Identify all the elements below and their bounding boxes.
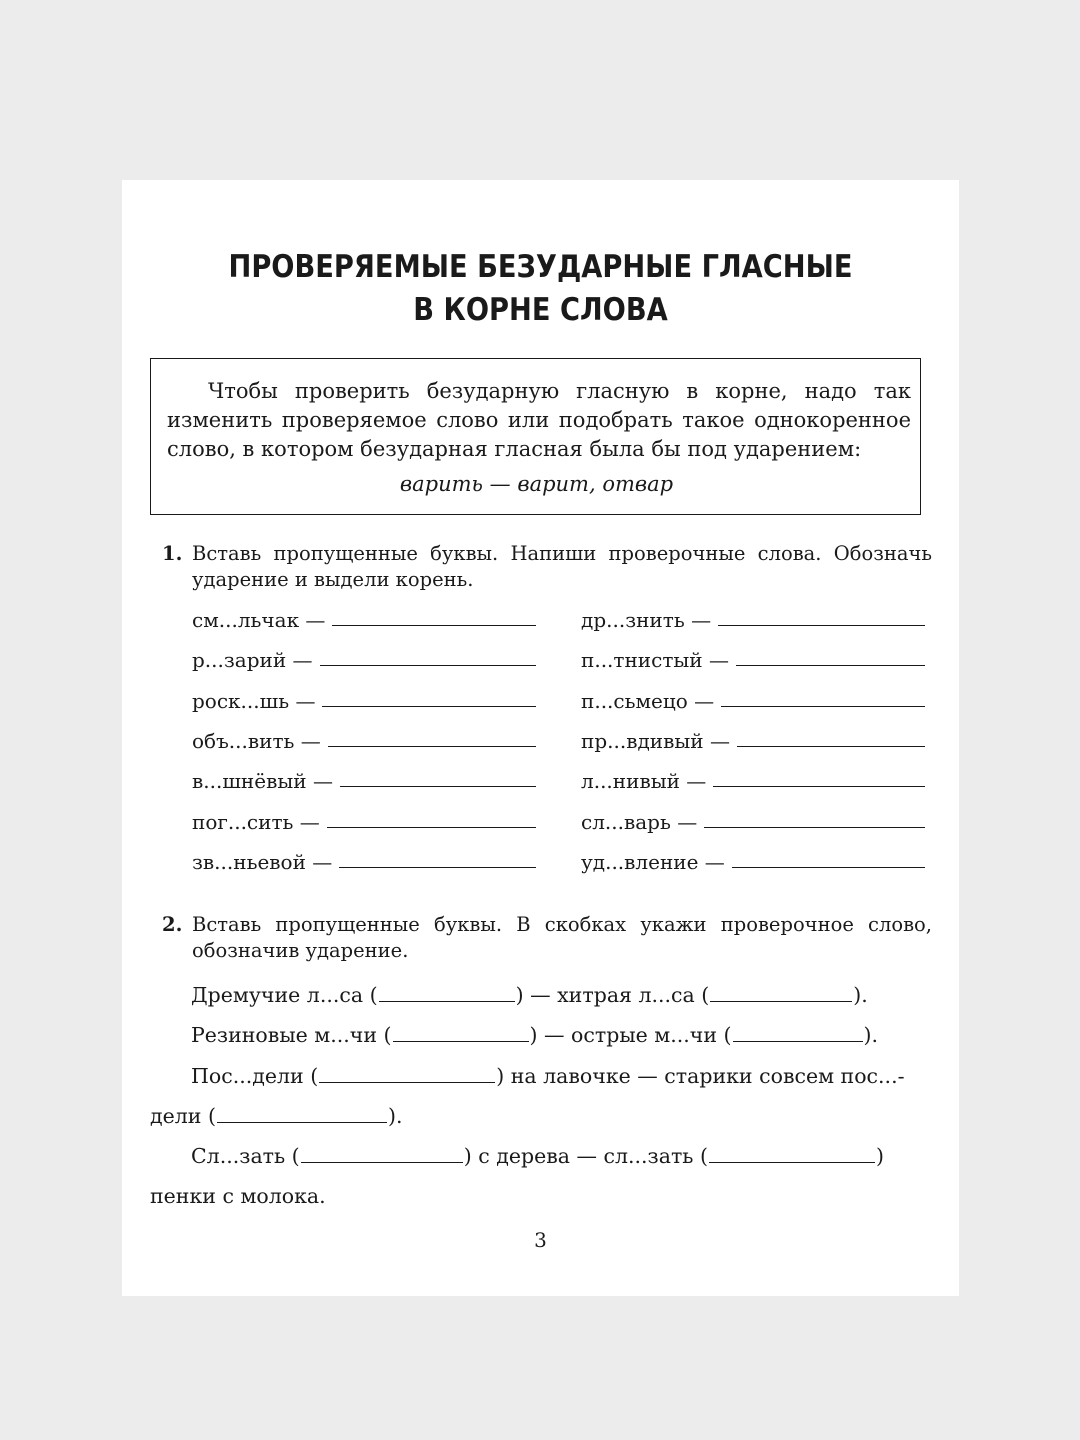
answer-line[interactable]: [322, 706, 536, 707]
word-label: пр...вдивый —: [581, 729, 730, 753]
word-label: см...льчак —: [192, 608, 326, 632]
word-row: [192, 806, 536, 834]
title-line-1: ПРОВЕРЯЕМЫЕ БЕЗУДАРНЫЕ ГЛАСНЫЕ: [228, 249, 853, 285]
word-label: л...нивый —: [581, 769, 707, 793]
sentence-2: [191, 1020, 878, 1050]
word-row: [581, 604, 925, 632]
answer-line[interactable]: [328, 746, 536, 747]
word-label: уд...вление —: [581, 850, 725, 874]
sentence-text: пенки с молока.: [150, 1184, 326, 1208]
sentence-1: [191, 980, 868, 1010]
answer-line[interactable]: [340, 786, 536, 787]
exercise-1-instruction: Вставь пропущенные буквы. Напиши проверочные слова. Обозначь ударение и выдели корень.: [192, 542, 932, 591]
sentence-6: [150, 1181, 326, 1211]
sentence-4: [150, 1101, 402, 1131]
sentence-text: ): [875, 1144, 884, 1168]
sentence-text: ) с дерева — сл...зать (: [463, 1144, 708, 1168]
page-number: 3: [534, 1228, 547, 1252]
sentence-text: ).: [387, 1104, 403, 1128]
word-row: [192, 725, 536, 753]
exercise-2-number: 2.: [162, 913, 183, 936]
sentence-text: ).: [853, 983, 868, 1007]
word-row: [581, 644, 925, 672]
answer-blank[interactable]: [319, 1062, 495, 1083]
answer-line[interactable]: [732, 867, 925, 868]
word-row: [581, 806, 925, 834]
answer-blank[interactable]: [379, 981, 515, 1002]
word-row: [192, 604, 536, 632]
example-dash: —: [489, 472, 511, 496]
answer-line[interactable]: [332, 625, 536, 626]
word-label: п...тнистый —: [581, 648, 729, 672]
answer-blank[interactable]: [217, 1102, 387, 1123]
answer-line[interactable]: [704, 827, 925, 828]
word-row: [192, 685, 536, 713]
word-label: р...зарий —: [192, 648, 313, 672]
title-line-2: В КОРНЕ СЛОВА: [413, 292, 668, 328]
word-label: сл...варь —: [581, 810, 698, 834]
answer-line[interactable]: [327, 827, 536, 828]
word-row: [192, 765, 536, 793]
answer-blank[interactable]: [301, 1142, 463, 1163]
word-row: [581, 765, 925, 793]
sentence-text: ) — хитрая л...са (: [515, 983, 710, 1007]
sentence-text: Пос...дели (: [191, 1064, 319, 1088]
exercise-2-instruction: Вставь пропущенные буквы. В скобках укажи проверочное слово, обозначив ударение.: [192, 913, 932, 962]
answer-line[interactable]: [737, 746, 925, 747]
sentence-text: Сл...зать (: [191, 1144, 300, 1168]
sentence-text: ) на лавочке — старики совсем пос...-: [496, 1064, 905, 1088]
answer-line[interactable]: [320, 665, 536, 666]
answer-line[interactable]: [339, 867, 536, 868]
sentence-text: ) — острые м...чи (: [529, 1023, 732, 1047]
sentence-3: [191, 1061, 905, 1091]
word-label: роск...шь —: [192, 689, 316, 713]
word-label: п...сьмецо —: [581, 689, 715, 713]
word-row: [581, 725, 925, 753]
exercise-1-number: 1.: [162, 542, 183, 565]
answer-blank[interactable]: [709, 1142, 875, 1163]
page-title: [172, 246, 909, 332]
word-label: объ...вить —: [192, 729, 321, 753]
word-label: зв...ньевой —: [192, 850, 333, 874]
answer-line[interactable]: [736, 665, 925, 666]
sentence-5: [191, 1141, 884, 1171]
sentence-text: дели (: [150, 1104, 216, 1128]
answer-line[interactable]: [721, 706, 925, 707]
rule-box: [150, 358, 921, 515]
rule-text: Чтобы проверить безударную гласную в корне, надо так изменить проверяемое слово или подобрать такое однокоренное слово, в котором безударная гласная была бы под ударением:: [167, 379, 911, 461]
word-label: в...шнёвый —: [192, 769, 333, 793]
word-row: [581, 846, 925, 874]
word-row: [192, 644, 536, 672]
answer-blank[interactable]: [710, 981, 852, 1002]
answer-line[interactable]: [718, 625, 925, 626]
answer-blank[interactable]: [393, 1021, 529, 1042]
word-row: [192, 846, 536, 874]
answer-blank[interactable]: [733, 1021, 863, 1042]
word-label: пог...сить —: [192, 810, 320, 834]
word-label: др...знить —: [581, 608, 712, 632]
sentence-text: Резиновые м...чи (: [191, 1023, 392, 1047]
word-row: [581, 685, 925, 713]
example-word-2: варит,: [517, 472, 596, 496]
workbook-page: [122, 180, 959, 1296]
answer-line[interactable]: [713, 786, 925, 787]
sentence-text: Дремучие л...са (: [191, 983, 378, 1007]
rule-example: [151, 472, 922, 496]
sentence-text: ).: [863, 1023, 879, 1047]
example-word-3: отвар: [602, 472, 674, 496]
example-word-1: варить: [399, 472, 483, 496]
